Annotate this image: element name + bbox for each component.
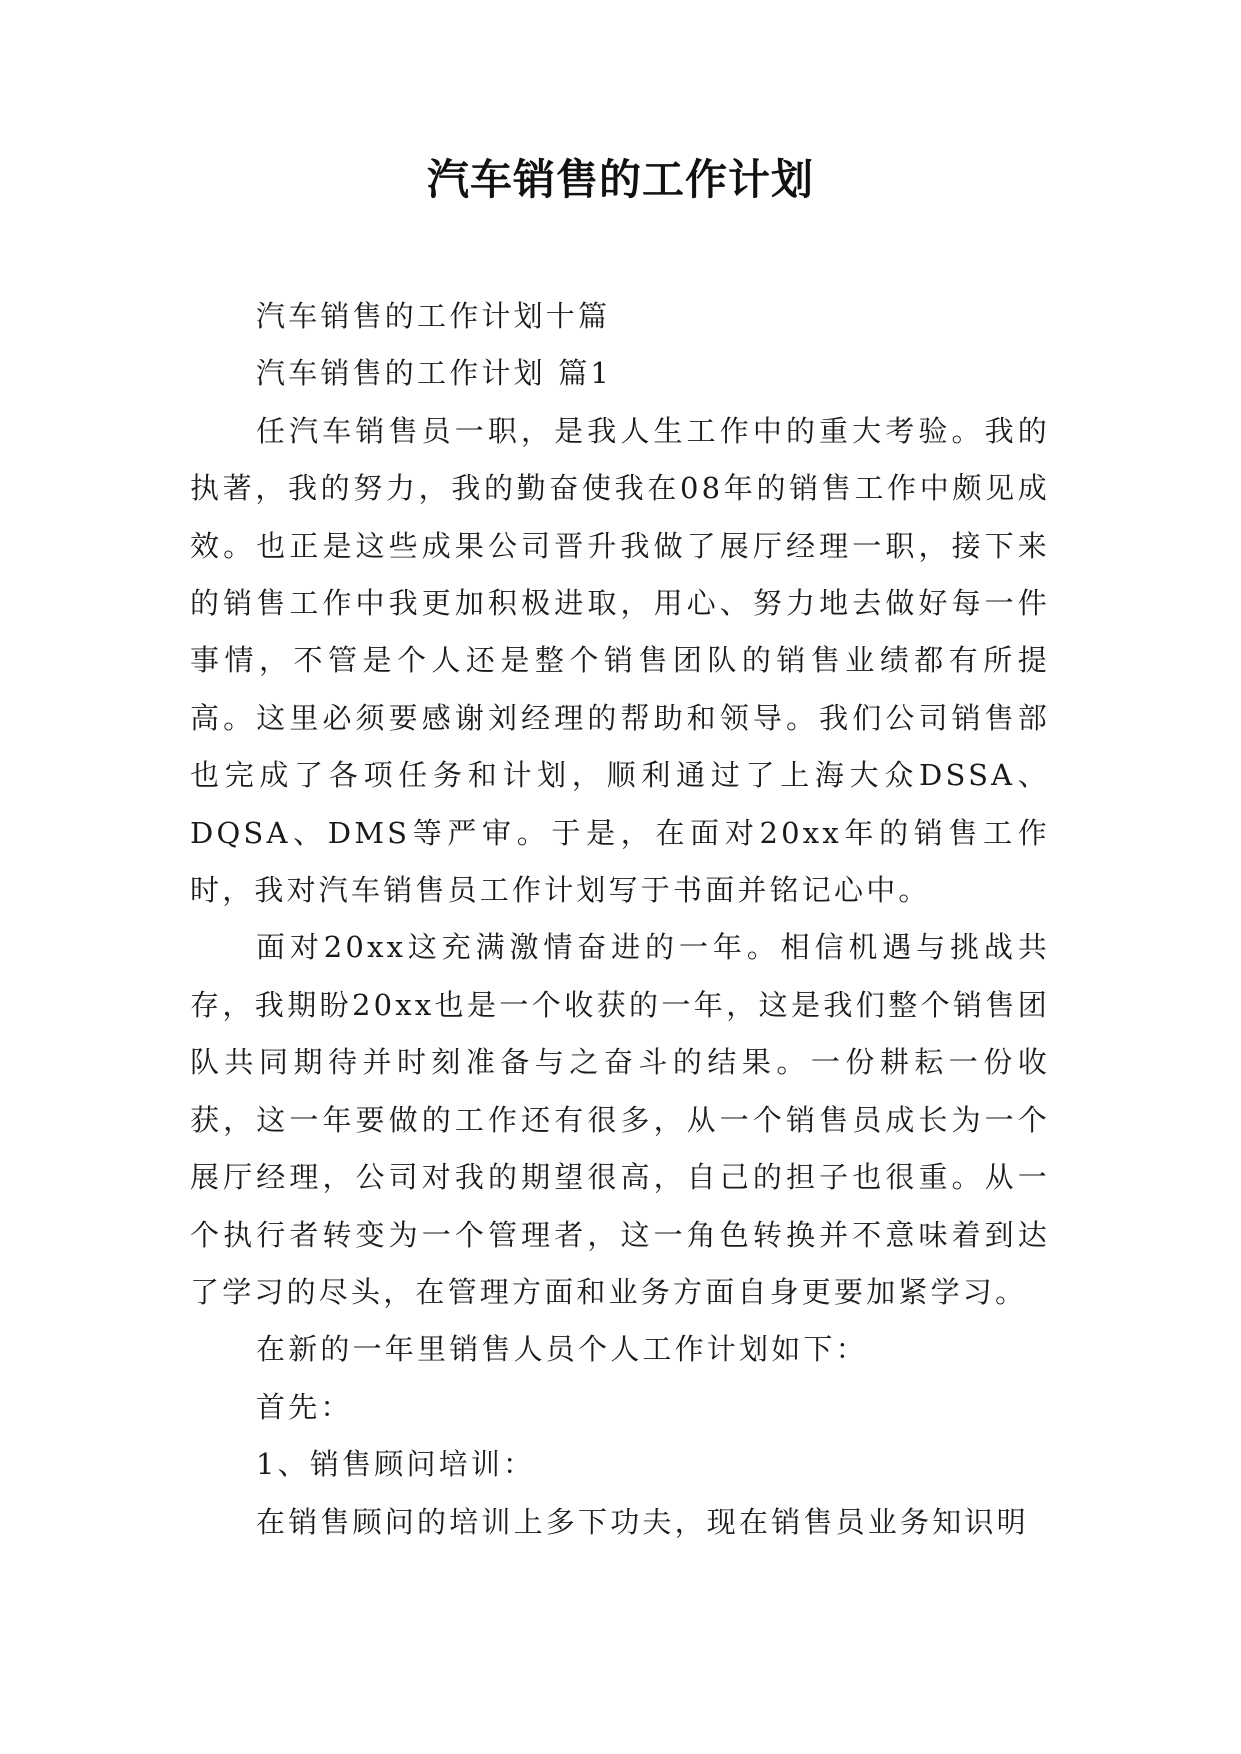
list-heading: 1、销售顾问培训： bbox=[256, 1447, 536, 1482]
body-paragraph: 在新的一年里销售人员个人工作计划如下： bbox=[256, 1332, 868, 1367]
section-heading: 汽车销售的工作计划 篇1 bbox=[256, 356, 613, 391]
document-title: 汽车销售的工作计划 bbox=[426, 155, 814, 204]
subtitle-paragraph: 汽车销售的工作计划十篇 bbox=[256, 299, 611, 333]
body-paragraph: 首先： bbox=[256, 1389, 353, 1424]
body-paragraph: 任汽车销售员一职，是我人生工作中的重大考验。我的执著，我的努力，我的勤奋使我在08年的销售工作中颇见成效。也正是这些成果公司晋升我做了展厅经理一职，接下来的销售工作中我更加积极进取，用心、努力地去做好每一件事情，不管是个人还是整个销售团队的销售业绩都有所提高。这里必须要感谢刘经理的帮助和领导。我们公司销售部也完成了各项任务和计划，顺利通过了上海大众DSSA、DQSA、DMS等严审。于是，在面对20xx年的销售工作时，我对汽车销售员工作计划写于书面并铭记心中。 bbox=[190, 413, 1050, 908]
body-paragraph: 在销售顾问的培训上多下功夫，现在销售员业务知识明 bbox=[256, 1504, 1029, 1539]
document-body bbox=[190, 288, 1050, 1551]
body-paragraph: 面对20xx这充满激情奋进的一年。相信机遇与挑战共存，我期盼20xx也是一个收获的一年，这是我们整个销售团队共同期待并时刻准备与之奋斗的结果。一份耕耘一份收获，这一年要做的工作还有很多，从一个销售员成长为一个展厅经理，公司对我的期望很高，自己的担子也很重。从一个执行者转变为一个管理者，这一角色转换并不意味着到达了学习的尽头，在管理方面和业务方面自身更要加紧学习。 bbox=[190, 930, 1050, 1309]
